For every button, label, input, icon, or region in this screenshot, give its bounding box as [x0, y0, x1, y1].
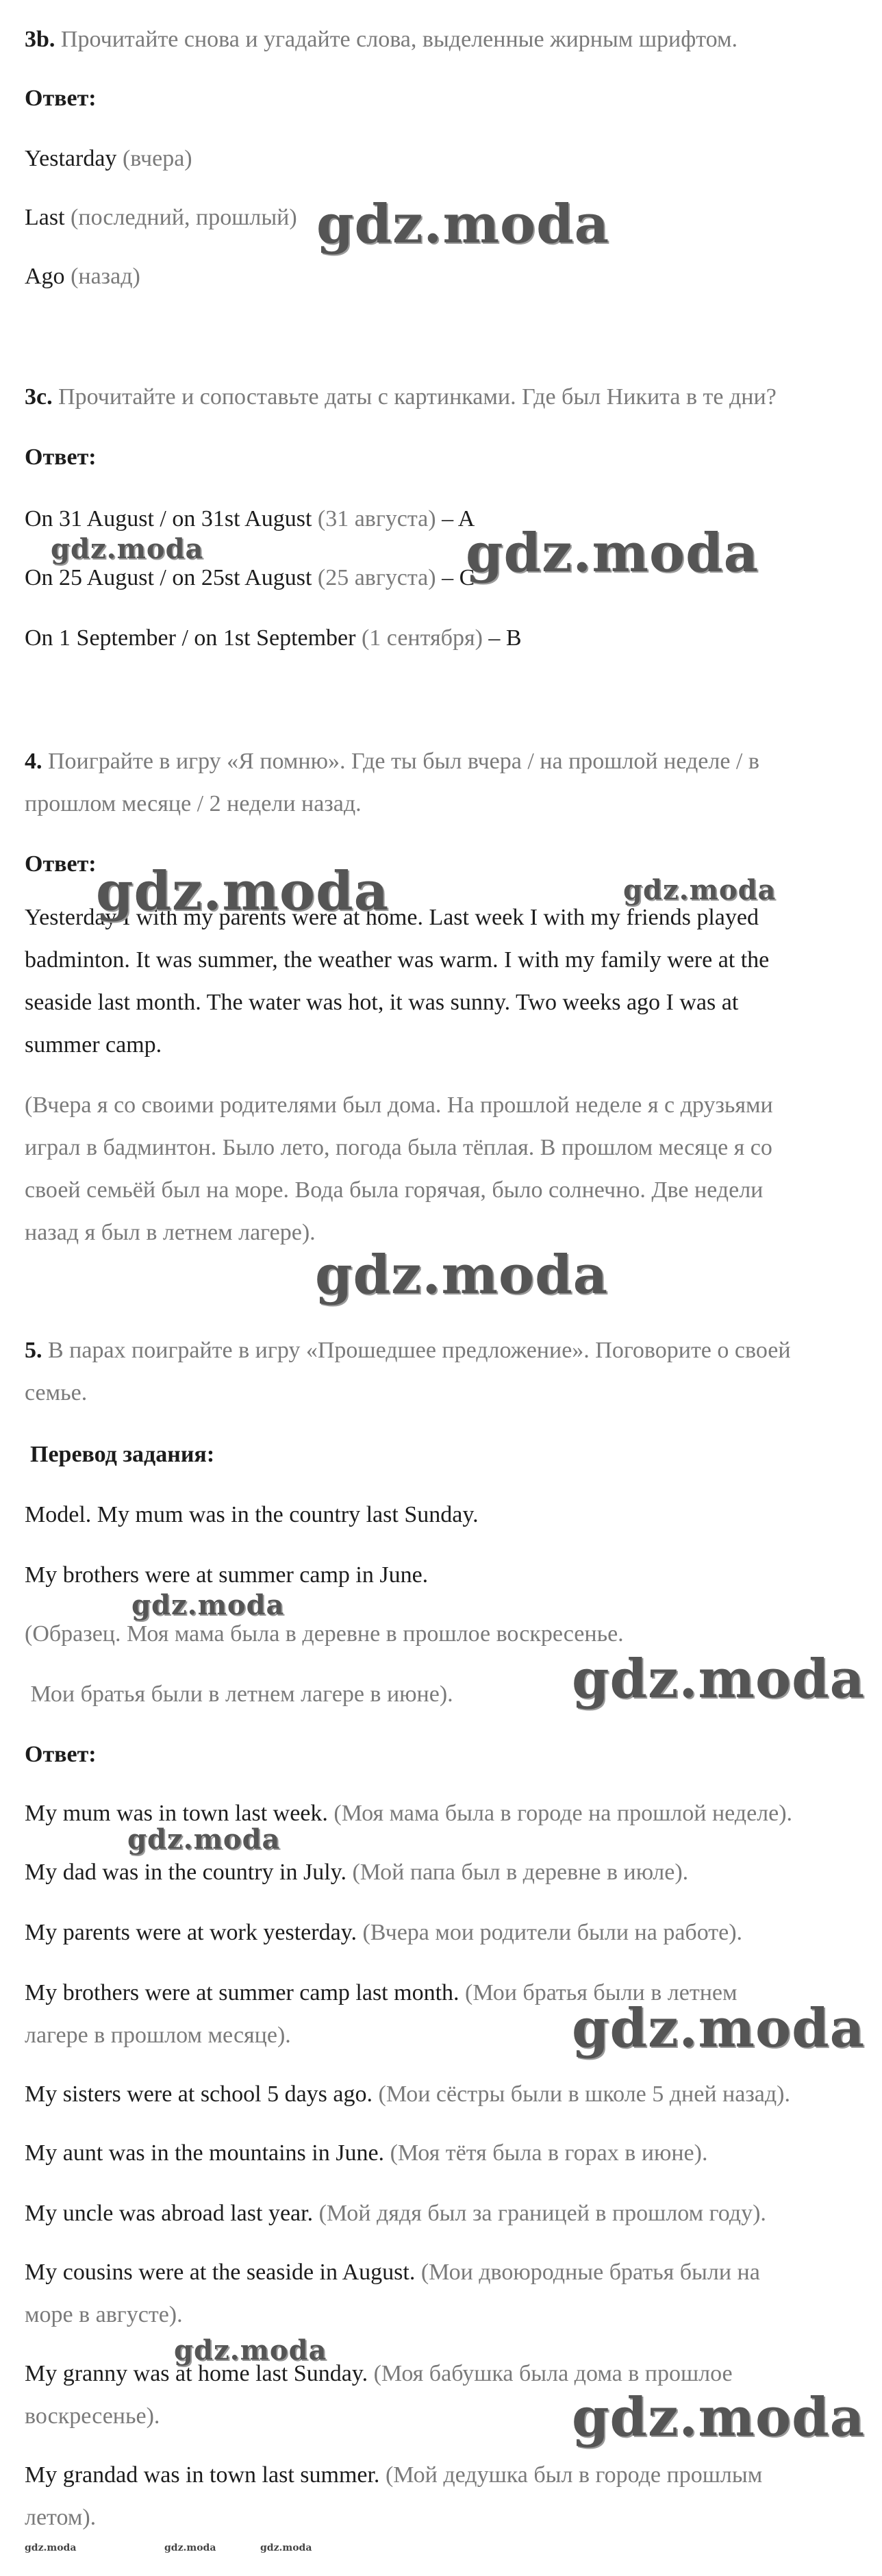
watermark: gdz.moda — [25, 2542, 77, 2553]
watermark: gdz.moda — [260, 2542, 312, 2553]
answer-text-line: seaside last month. The water was hot, it was sunny. Two weeks ago I was at — [25, 990, 739, 1015]
watermark: gdz.moda — [466, 522, 759, 584]
task-4-line-2: прошлом месяце / 2 недели назад. — [25, 791, 362, 816]
answer-line: Last (последний, прошлый) — [25, 205, 297, 230]
task-3c: 3c. Прочитайте и сопоставьте даты с картинками. Где был Никита в те дни? — [25, 384, 777, 410]
task-5: 5. В парах поиграйте в игру «Прошедшее предложение». Поговорите о своей — [25, 1338, 791, 1363]
answer-line: My aunt was in the mountains in June. (Моя тётя была в горах в июне). — [25, 2140, 708, 2166]
answer-line-continued: море в августе). — [25, 2302, 183, 2327]
watermark: gdz.moda — [174, 2334, 327, 2366]
watermark: gdz.moda — [131, 1589, 285, 1621]
watermark: gdz.moda — [572, 1997, 866, 2060]
translation-line: (Вчера я со своими родителями был дома. На прошлой неделе я с друзьями — [25, 1092, 773, 1118]
answer-text-line: badminton. It was summer, the weather was warm. I with my family were at the — [25, 947, 770, 973]
answer-line: On 25 August / on 25st August (25 августа) – C — [25, 565, 475, 590]
translation-line: играл в бадминтон. Было лето, погода была тёплая. В прошлом месяце я со — [25, 1135, 772, 1160]
answer-line: On 31 August / on 31st August (31 августа) – A — [25, 506, 475, 532]
answer-line: My grandad was in town last summer. (Мой дедушка был в городе прошлым — [25, 2462, 763, 2488]
answer-label-3b: Ответ: — [25, 86, 97, 111]
watermark: gdz.moda — [316, 193, 610, 255]
model-line: Model. My mum was in the country last Sunday. — [25, 1502, 479, 1527]
answer-line: My uncle was abroad last year. (Мой дядя был за границей в прошлом году). — [25, 2201, 766, 2226]
task-5-line-2: семье. — [25, 1380, 88, 1405]
watermark: gdz.moda — [127, 1823, 281, 1855]
answer-line-continued: лагере в прошлом месяце). — [25, 2023, 291, 2048]
answer-line: My mum was in town last week. (Моя мама была в городе на прошлой неделе). — [25, 1801, 793, 1826]
translation-label: Перевод задания: — [30, 1442, 215, 1467]
task-3b: 3b. Прочитайте снова и угадайте слова, выделенные жирным шрифтом. — [25, 27, 738, 52]
watermark: gdz.moda — [623, 874, 777, 906]
translation-line: своей семьёй был на море. Вода была горячая, было солнечно. Две недели — [25, 1177, 764, 1203]
answer-text-line: Yesterday I with my parents were at home. Last week I with my friends played — [25, 905, 759, 930]
translation-line: назад я был в летнем лагере). — [25, 1220, 316, 1245]
model-translation-line: (Образец. Моя мама была в деревне в прошлое воскресенье. — [25, 1621, 624, 1647]
answer-label-5: Ответ: — [25, 1742, 97, 1767]
answer-label-4: Ответ: — [25, 851, 97, 877]
answer-line: My sisters were at school 5 days ago. (Мои сёстры были в школе 5 дней назад). — [25, 2081, 790, 2107]
answer-label-3c: Ответ: — [25, 445, 97, 470]
answer-line: My cousins were at the seaside in August. (Мои двоюродные братья были на — [25, 2260, 760, 2285]
answer-text-line: summer camp. — [25, 1032, 162, 1058]
answer-line: Yestarday (вчера) — [25, 146, 192, 171]
watermark: gdz.moda — [96, 860, 390, 923]
answer-line: Ago (назад) — [25, 264, 140, 289]
watermark: gdz.moda — [572, 1648, 866, 1710]
answer-line-continued: летом). — [25, 2505, 97, 2530]
answer-line-continued: воскресенье). — [25, 2403, 160, 2429]
answer-line: On 1 September / on 1st September (1 сентября) – B — [25, 625, 522, 651]
watermark: gdz.moda — [572, 2386, 866, 2449]
answer-line: My dad was in the country in July. (Мой папа был в деревне в июле). — [25, 1860, 689, 1885]
watermark: gdz.moda — [164, 2542, 216, 2553]
answer-line: My brothers were at summer camp last month. (Мои братья были в летнем — [25, 1980, 738, 2005]
task-4: 4. Поиграйте в игру «Я помню». Где ты был вчера / на прошлой неделе / в — [25, 749, 759, 774]
answer-line: My granny was at home last Sunday. (Моя бабушка была дома в прошлое — [25, 2361, 733, 2386]
model-translation-line: Мои братья были в летнем лагере в июне). — [25, 1681, 453, 1707]
watermark: gdz.moda — [51, 533, 204, 565]
watermark: gdz.moda — [315, 1244, 609, 1306]
model-line: My brothers were at summer camp in June. — [25, 1562, 429, 1588]
answer-line: My parents were at work yesterday. (Вчера мои родители были на работе). — [25, 1920, 743, 1945]
